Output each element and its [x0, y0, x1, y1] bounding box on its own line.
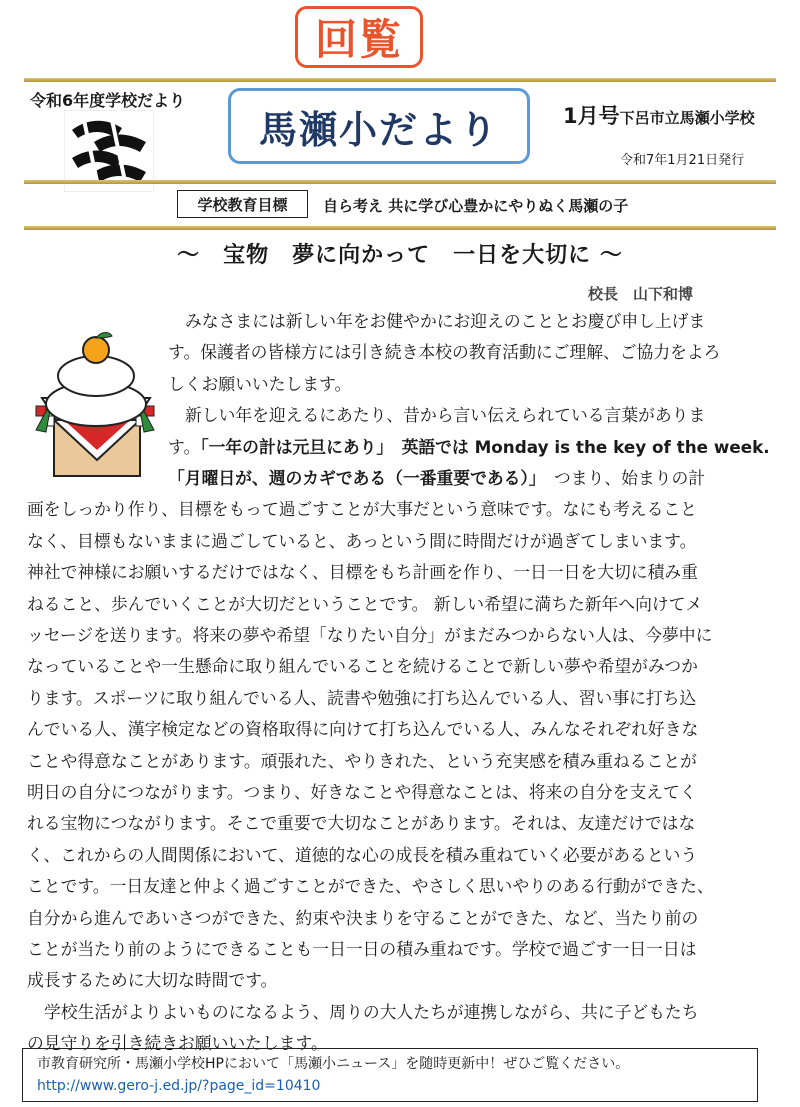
article-line: みなさまには新しい年をお健やかにお迎えのこととお慶び申し上げま: [185, 311, 706, 331]
article-line: 新しい年を迎えるにあたり、昔から言い伝えられている言葉がありま: [185, 405, 706, 426]
proverb-text: 「一年の計は元旦にあり」: [200, 436, 385, 457]
article-line: ッセージを送ります。将来の夢や希望「なりたい自分」がまだみつからない人は、今夢中に: [27, 625, 713, 645]
article-line: なく、目標もないままに過ごしていると、あっという間に時間だけが過ぎてしまいます。: [27, 530, 697, 551]
article-author: 校長 山下和博: [588, 285, 694, 303]
article-line: ことです。一日友達と仲よく過ごすことができた、やさしく思いやりのある行動ができた、: [27, 876, 714, 897]
article-line: [168, 432, 773, 462]
article-line: 明日の自分につながります。つまり、好きなことや得意なことは、将来の自分を支えてく: [27, 782, 697, 802]
article-line: す。保護者の皆様方には引き続き本校の教育活動にご理解、ご協力をよろ: [168, 342, 721, 363]
article-line: ねること、歩んでいくことが大切だということです。 新しい希望に満ちた新年へ向けてメ: [27, 593, 703, 614]
article-line: しくお願いいたします。: [168, 373, 352, 394]
middle-divider: [24, 180, 776, 184]
issue-month: 1月号: [563, 104, 620, 128]
newsletter-title: 馬瀬小だより: [228, 88, 530, 164]
article-headline: ～ 宝物 夢に向かって 一日を大切に ～: [177, 243, 623, 268]
newsletter-series: 令和6年度学校だより: [30, 91, 186, 110]
article-line: 画をしっかり作り、目標をもって過ごすことが大事だという意味です。なにも考えること: [27, 499, 697, 520]
article-line: れる宝物につながります。そこで重要で大切なことがあります。それは、友達だけではな: [27, 813, 696, 834]
article-line: 神社で神様にお願いするだけではなく、目標をもち計画を作り、一日一日を大切に積み重: [27, 562, 698, 583]
lower-divider: [24, 226, 776, 230]
article-line: 学校生活がよりよいものになるよう、周りの大人たちが連携しながら、共に子どもたち: [44, 1001, 699, 1022]
top-divider: [24, 78, 776, 82]
website-link[interactable]: http://www.gero-j.ed.jp/?page_id=10410: [37, 1078, 321, 1094]
issue-date: 令和7年1月21日発行: [620, 153, 745, 168]
article-line: んでいる人、漢字検定などの資格取得に向けて打ち込んでいる人、みんなそれぞれ好きな: [27, 719, 699, 740]
notice-text: 市教育研究所・馬瀬小学校HPにおいて「馬瀬小ニュース」を随時更新中！ぜひご覧ください。: [37, 1056, 630, 1072]
text-run: つまり、始まりの計: [537, 468, 706, 488]
article-line: く、これからの人間関係において、道徳的な心の成長を積み重ねていく必要があるという: [27, 844, 698, 865]
website-notice: [22, 1048, 758, 1102]
article-line: ります。スポーツに取り組んでいる人、読書や勉強に打ち込んでいる人、習い事に打ち込: [27, 687, 697, 708]
article-line: 成長するために大切な時間です。: [27, 970, 278, 991]
text-run: す。: [168, 436, 201, 457]
article-line: なっていることや一生懸命に取り組んでいることを続けることで新しい夢や希望がみつか: [27, 656, 698, 677]
education-goal-text: 自ら考え 共に学び心豊かにやりぬく馬瀬の子: [323, 197, 629, 215]
education-goal-label: 学校教育目標: [177, 190, 308, 218]
proverb-translation: 「月曜日が、週のカギである（一番重要である）」: [168, 468, 538, 488]
school-name: 下呂市立馬瀬小学校: [619, 109, 755, 127]
article-line: ことや得意なことがあります。頑張れた、やりきれた、という充実感を積み重ねることが: [27, 750, 697, 771]
english-proverb-text: 英語では Monday is the key of the week.: [384, 436, 770, 457]
article-line: の見守りを引き続きお願いいたします。: [27, 1033, 328, 1054]
circulation-stamp: 回覧: [295, 6, 423, 68]
article-line: 自分から進んであいさつができた、約束や決まりを守ることができた、など、当たり前の: [27, 907, 699, 928]
kagami-mochi-icon: [24, 320, 166, 480]
article-line: [168, 463, 773, 493]
article-line: ことが当たり前のようにできることも一日一日の積み重ねです。学校で過ごす一日一日は: [27, 939, 697, 959]
issue-info: [563, 100, 755, 130]
